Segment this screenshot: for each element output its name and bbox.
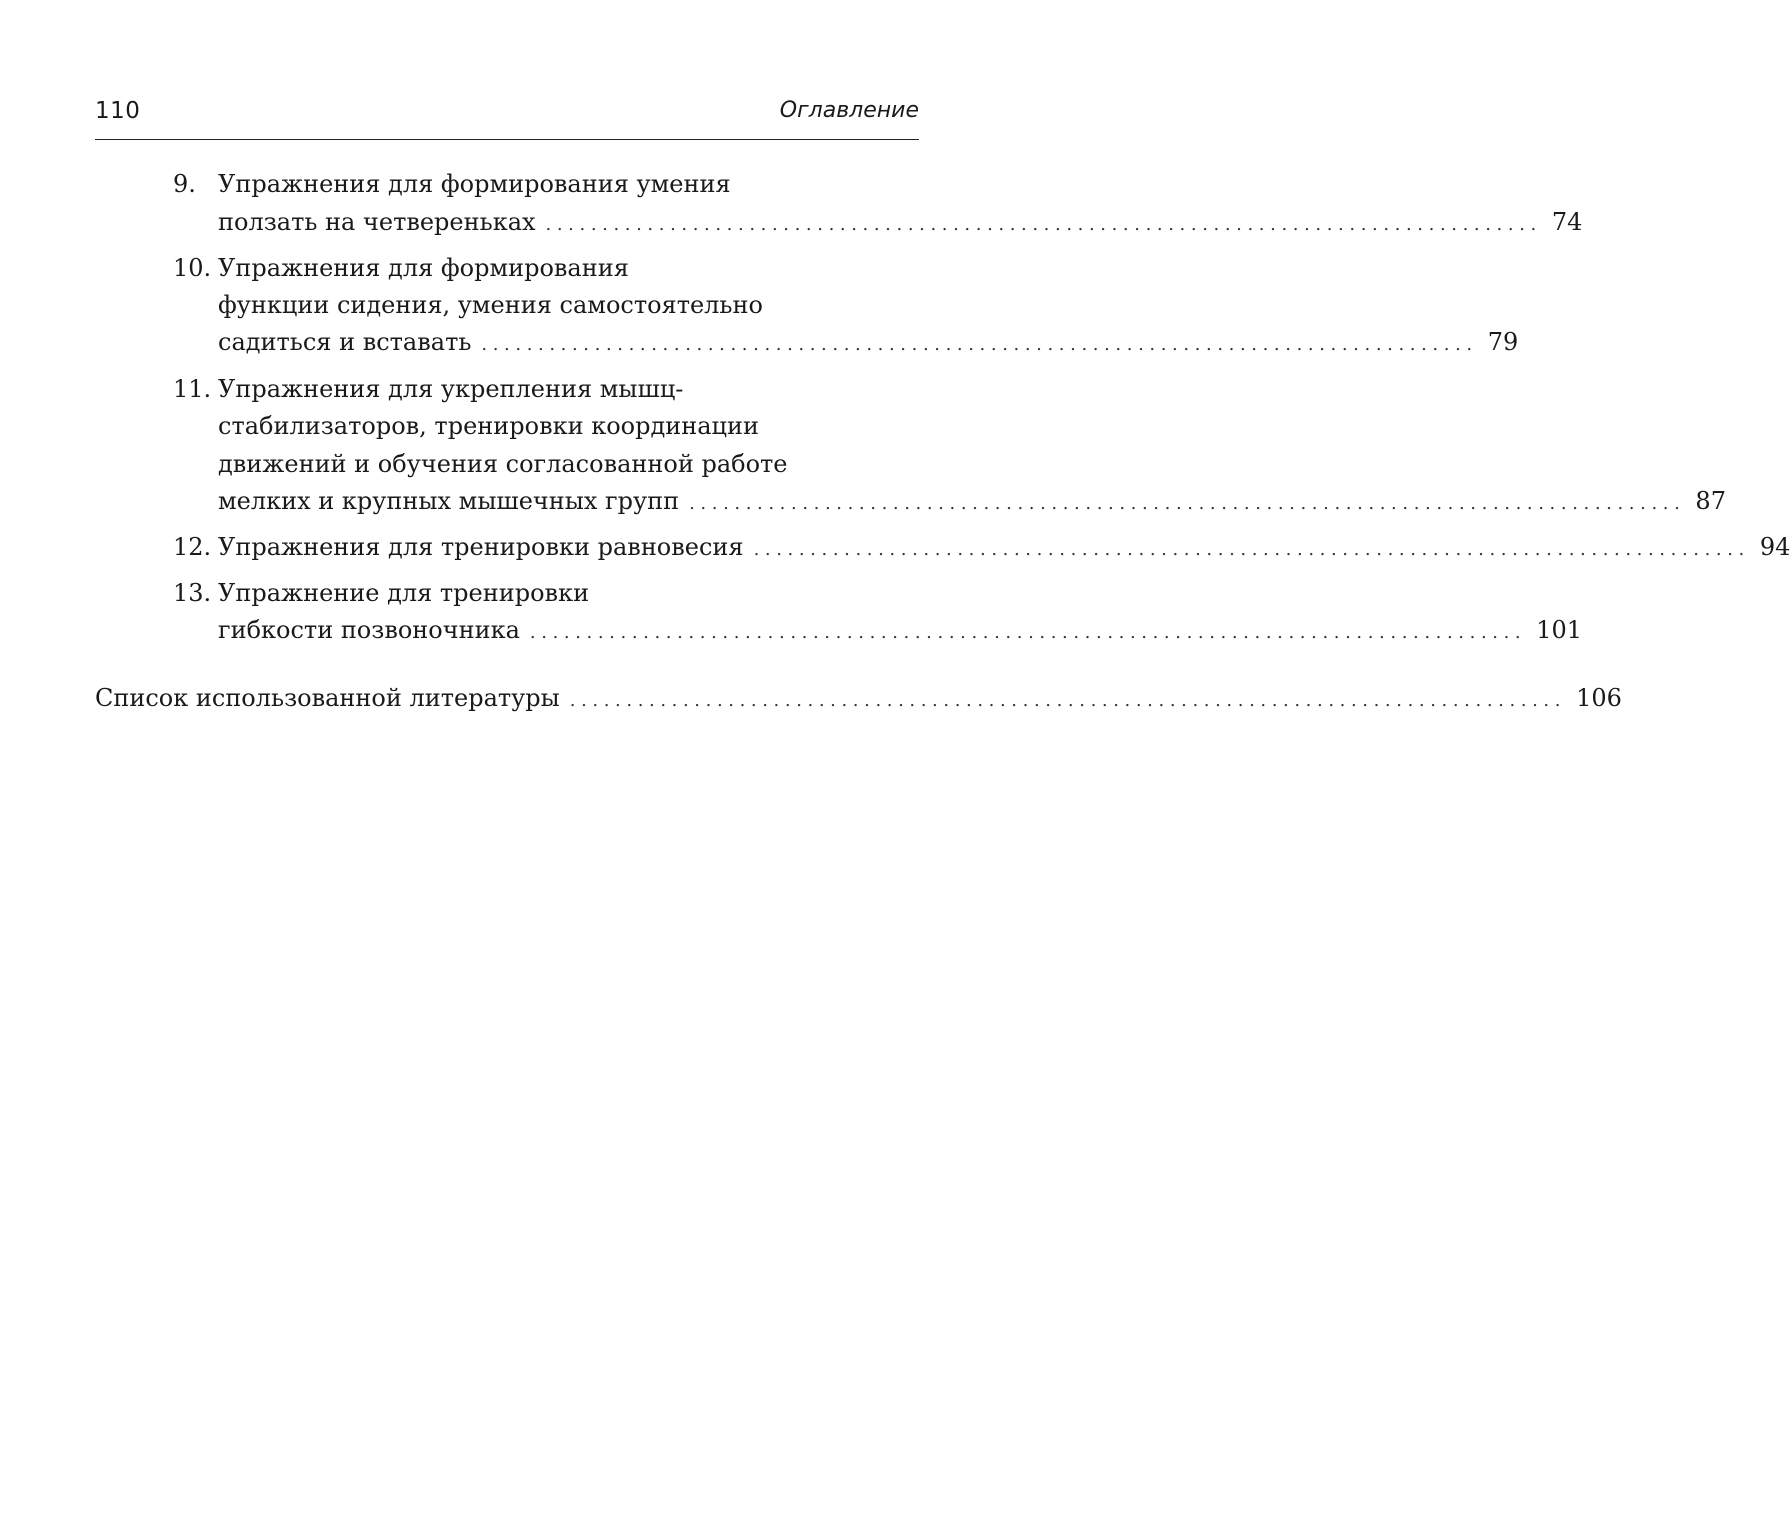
toc-entry-number: 13. [173,579,212,607]
toc-entry-last-line [218,612,1583,648]
toc-entry-page: 79 [1487,328,1519,356]
dot-leader: ........................................................................................ [569,690,1567,711]
toc-entry-text: Упражнение для тренировки [218,579,590,607]
toc-entry-text: движений и обучения согласованной работе [218,450,788,478]
toc-entry-number: 10. [173,254,212,282]
toc-entry-last-line [218,529,1790,565]
toc-entry-number: 9. [173,170,196,198]
toc-entry-number: 12. [173,533,212,561]
dot-leader: ........................................................................................ [753,539,1750,560]
toc-entry-text: Упражнения для укрепления мышц- [218,375,684,403]
dot-leader: ........................................................................................ [529,622,1527,643]
toc-entry-text: мелких и крупных мышечных групп [218,487,680,515]
toc-entry-text: Упражнения для формирования умения [218,170,731,198]
toc-entry-text: стабилизаторов, тренировки координации [218,412,759,440]
toc-entry-text: Упражнения для тренировки равновесия [218,533,744,561]
toc-entry-last-line [95,680,1622,716]
toc-entry-page: 106 [1576,684,1622,712]
toc-entry-text: Список использованной литературы [95,684,560,712]
toc-entry-text: ползать на четвереньках [218,208,536,236]
toc-entry-page: 94 [1759,533,1790,561]
header-rule [95,139,919,140]
toc-entry-text: функции сидения, умения самостоятельно [218,291,763,319]
dot-leader: ........................................................................................ [689,493,1686,514]
toc-entry-text: садиться и вставать [218,328,472,356]
toc-entry-number: 11. [173,375,212,403]
toc-entry-last-line [218,204,1583,240]
toc-entry-text: гибкости позвоночника [218,616,520,644]
toc-entry-page: 87 [1695,487,1726,515]
page-header [95,96,919,126]
dot-leader: ........................................................................................ [545,214,1542,235]
toc-entry-last-line [218,324,1519,360]
dot-leader: ........................................................................................ [481,334,1478,355]
toc-entry-page: 101 [1536,616,1583,644]
toc-entry-text: Упражнения для формирования [218,254,629,282]
page-number: 110 [95,98,141,124]
running-title: Оглавление [779,98,919,123]
toc-entry-page: 74 [1551,208,1583,236]
toc-entry-last-line [218,483,1726,519]
